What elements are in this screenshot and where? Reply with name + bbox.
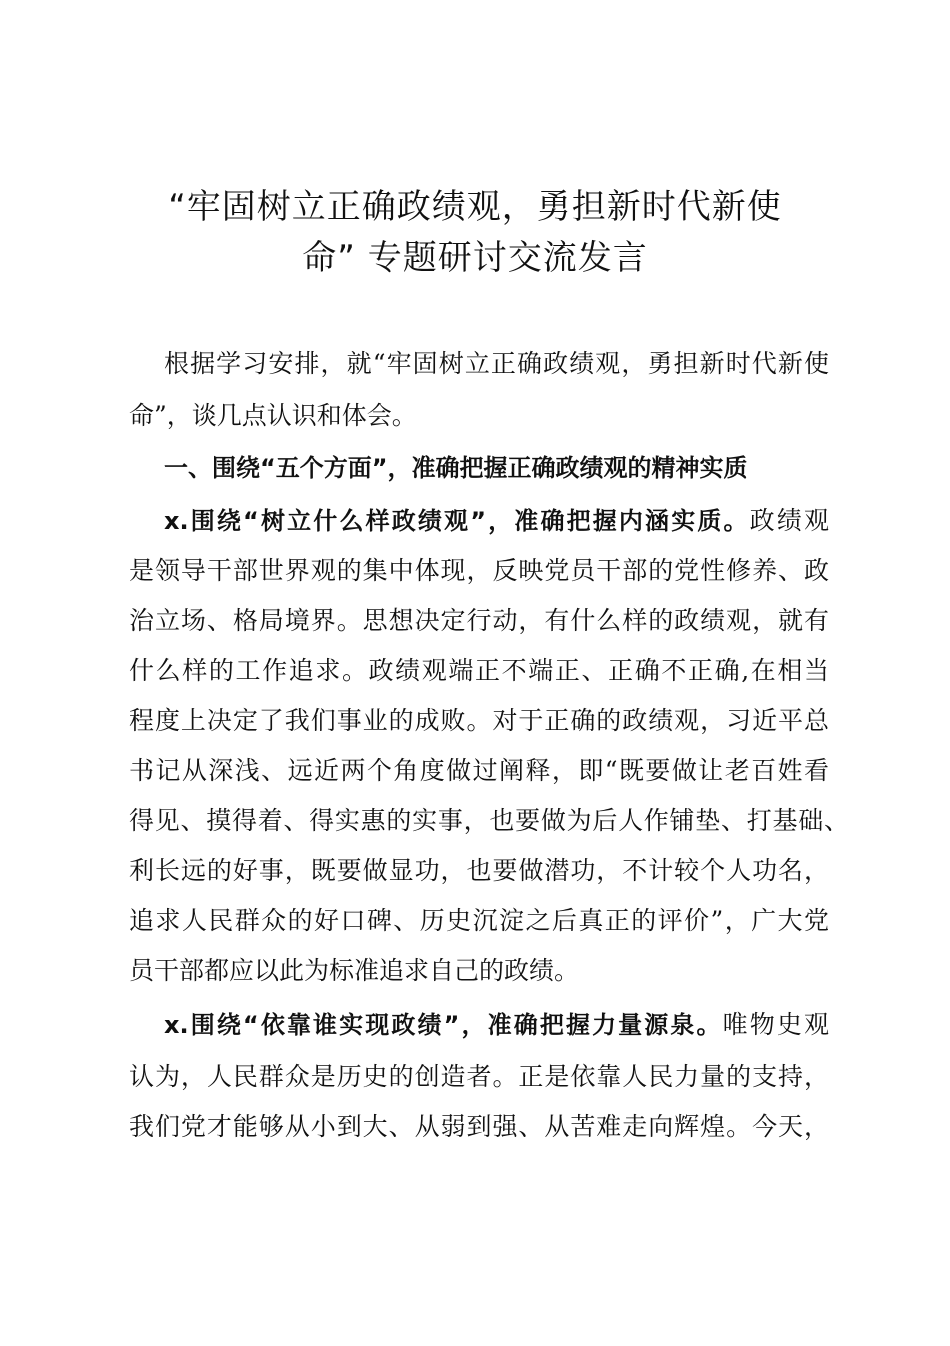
intro-line-1: 根据学习安排，就“牢固树立正确政绩观，勇担新时代新使 [164,349,829,378]
point-1-line: 员干部都应以此为标准追求自己的政绩。 [129,956,580,985]
point-1-lead-text: 政绩观 [749,506,829,535]
point-2-heading: x.围绕“依靠谁实现政绩”，准确把握力量源泉。 [164,1011,723,1039]
point-1-line: 程度上决定了我们事业的成败。对于正确的政绩观，习近平总 [129,706,829,735]
point-1-line: 书记从深浅、远近两个角度做过阐释，即“既要做让老百姓看 [129,756,829,785]
document-title-line-1: “牢固树立正确政绩观，勇担新时代新使 [168,187,782,227]
section-1-heading: 一、围绕“五个方面”，准确把握正确政绩观的精神实质 [164,454,748,482]
point-1-line: 得见、摸得着、得实惠的实事，也要做为后人作铺垫、打基础、 [129,806,849,835]
point-1-line: 追求人民群众的好口碑、历史沉淀之后真正的评价”，广大党 [129,906,829,935]
intro-line-2: 命”，谈几点认识和体会。 [129,401,417,430]
point-1-line: 治立场、格局境界。思想决定行动，有什么样的政绩观，就有 [129,606,829,635]
point-2-line: 认为，人民群众是历史的创造者。正是依靠人民力量的支持， [129,1062,829,1091]
point-1-heading: x.围绕“树立什么样政绩观”，准确把握内涵实质。 [164,507,750,535]
point-2-first-line [164,1005,829,1045]
point-1-first-line [164,501,829,541]
point-2-lead-text: 唯物史观 [722,1010,829,1039]
point-2-line: 我们党才能够从小到大、从弱到强、从苦难走向辉煌。今天， [129,1112,829,1141]
point-1-line: 什么样的工作追求。政绩观端正不端正、正确不正确,在相当 [129,656,829,685]
point-1-line: 利长远的好事，既要做显功，也要做潜功，不计较个人功名， [129,856,829,885]
point-1-line: 是领导干部世界观的集中体现，反映党员干部的党性修养、政 [129,556,829,585]
document-title-line-2: 命” 专题研讨交流发言 [302,238,648,278]
